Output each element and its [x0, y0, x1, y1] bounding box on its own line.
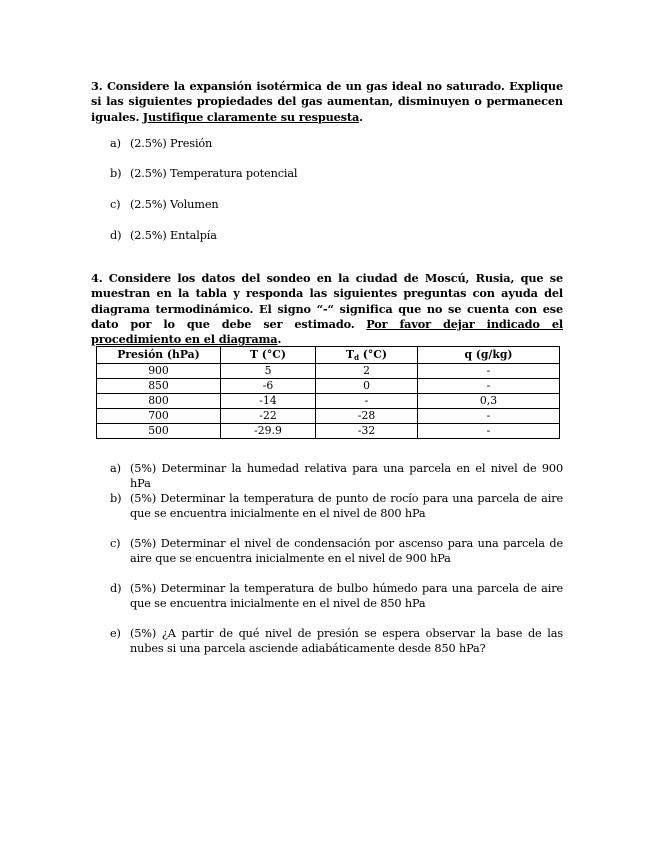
cell-specific-humidity: - [418, 409, 560, 424]
cell-temperature: -6 [221, 379, 316, 394]
table-row [97, 394, 560, 409]
cell-pressure: 500 [97, 424, 221, 439]
q3-item-label: c) [110, 198, 121, 211]
table-row [97, 409, 560, 424]
q3-item-text: (2.5%) Volumen [130, 198, 219, 211]
cell-pressure: 800 [97, 394, 221, 409]
cell-specific-humidity: - [418, 364, 560, 379]
header-specific-humidity: q (g/kg) [418, 347, 560, 364]
header-dewpoint [316, 347, 418, 364]
question-3-period: . [359, 109, 363, 124]
q4-item-text: (5%) Determinar el nivel de condensación por ascenso para una parcela de aire que se encuentra inicialmente en el nivel de 900 hPa [130, 537, 563, 566]
table-row [97, 364, 560, 379]
q4-item-text: (5%) Determinar la temperatura de bulbo húmedo para una parcela de aire que se encuentra inicialmente en el nivel de 850 hPa [130, 582, 563, 611]
table-header-row [97, 347, 560, 364]
cell-dewpoint: -28 [316, 409, 418, 424]
header-temperature: T (°C) [221, 347, 316, 364]
header-dewpoint-unit: (°C) [358, 348, 387, 361]
cell-specific-humidity: - [418, 424, 560, 439]
table-row [97, 379, 560, 394]
q4-item-text: (5%) Determinar la temperatura de punto de rocío para una parcela de aire que se encuentra inicialmente en el nivel de 800 hPa [130, 492, 563, 521]
header-dewpoint-subscript: d [354, 353, 359, 362]
cell-dewpoint: - [316, 394, 418, 409]
q4-item-label: d) [110, 582, 122, 595]
q4-item-label: a) [110, 462, 121, 475]
q4-item-label: e) [110, 627, 121, 640]
header-pressure: Presión (hPa) [97, 347, 221, 364]
question-3-prompt: 3. Considere la expansión isotérmica de un gas ideal no saturado. Explique si las siguientes propiedades del gas aumentan, disminuyen o permanecen iguales. [91, 79, 563, 124]
q3-item-label: b) [110, 167, 122, 180]
table-row [97, 424, 560, 439]
question-3-text [91, 79, 563, 125]
cell-specific-humidity: 0,3 [418, 394, 560, 409]
q4-item-label: b) [110, 492, 122, 505]
cell-temperature: -29.9 [221, 424, 316, 439]
cell-specific-humidity: - [418, 379, 560, 394]
header-dewpoint-symbol: T [346, 348, 355, 361]
question-4-procedure-note: Por favor dejar indicado el procedimiento en el diagrama [91, 316, 564, 347]
question-3-justify-note: Justifique claramente su respuesta [142, 109, 360, 124]
cell-pressure: 700 [97, 409, 221, 424]
cell-temperature: 5 [221, 364, 316, 379]
q3-item-text: (2.5%) Entalpía [130, 229, 217, 242]
question-4-text [91, 271, 563, 347]
q4-item-label: c) [110, 537, 121, 550]
q3-item-text: (2.5%) Presión [130, 137, 213, 150]
sounding-table [96, 346, 560, 439]
cell-dewpoint: -32 [316, 424, 418, 439]
cell-temperature: -22 [221, 409, 316, 424]
cell-pressure: 900 [97, 364, 221, 379]
question-4-period: . [277, 332, 282, 347]
q3-item-text: (2.5%) Temperatura potencial [130, 167, 298, 180]
cell-dewpoint: 2 [316, 364, 418, 379]
cell-dewpoint: 0 [316, 379, 418, 394]
cell-temperature: -14 [221, 394, 316, 409]
q3-item-label: a) [110, 137, 121, 150]
q4-item-text: (5%) ¿A partir de qué nivel de presión se espera observar la base de las nubes si una parcela asciende adiabáticamente desde 850 hPa? [130, 627, 563, 656]
q3-item-label: d) [110, 229, 122, 242]
cell-pressure: 850 [97, 379, 221, 394]
q4-item-text: (5%) Determinar la humedad relativa para una parcela en el nivel de 900 hPa [130, 462, 563, 491]
question-4-intro: 4. Considere los datos del sondeo en la ciudad de Moscú, Rusia, que se muestran en la tabla y responda las siguientes preguntas con ayuda del diagrama termodinámico. El signo “-“ significa que no se cuenta con ese dato por lo que debe ser estimado. [91, 271, 563, 331]
